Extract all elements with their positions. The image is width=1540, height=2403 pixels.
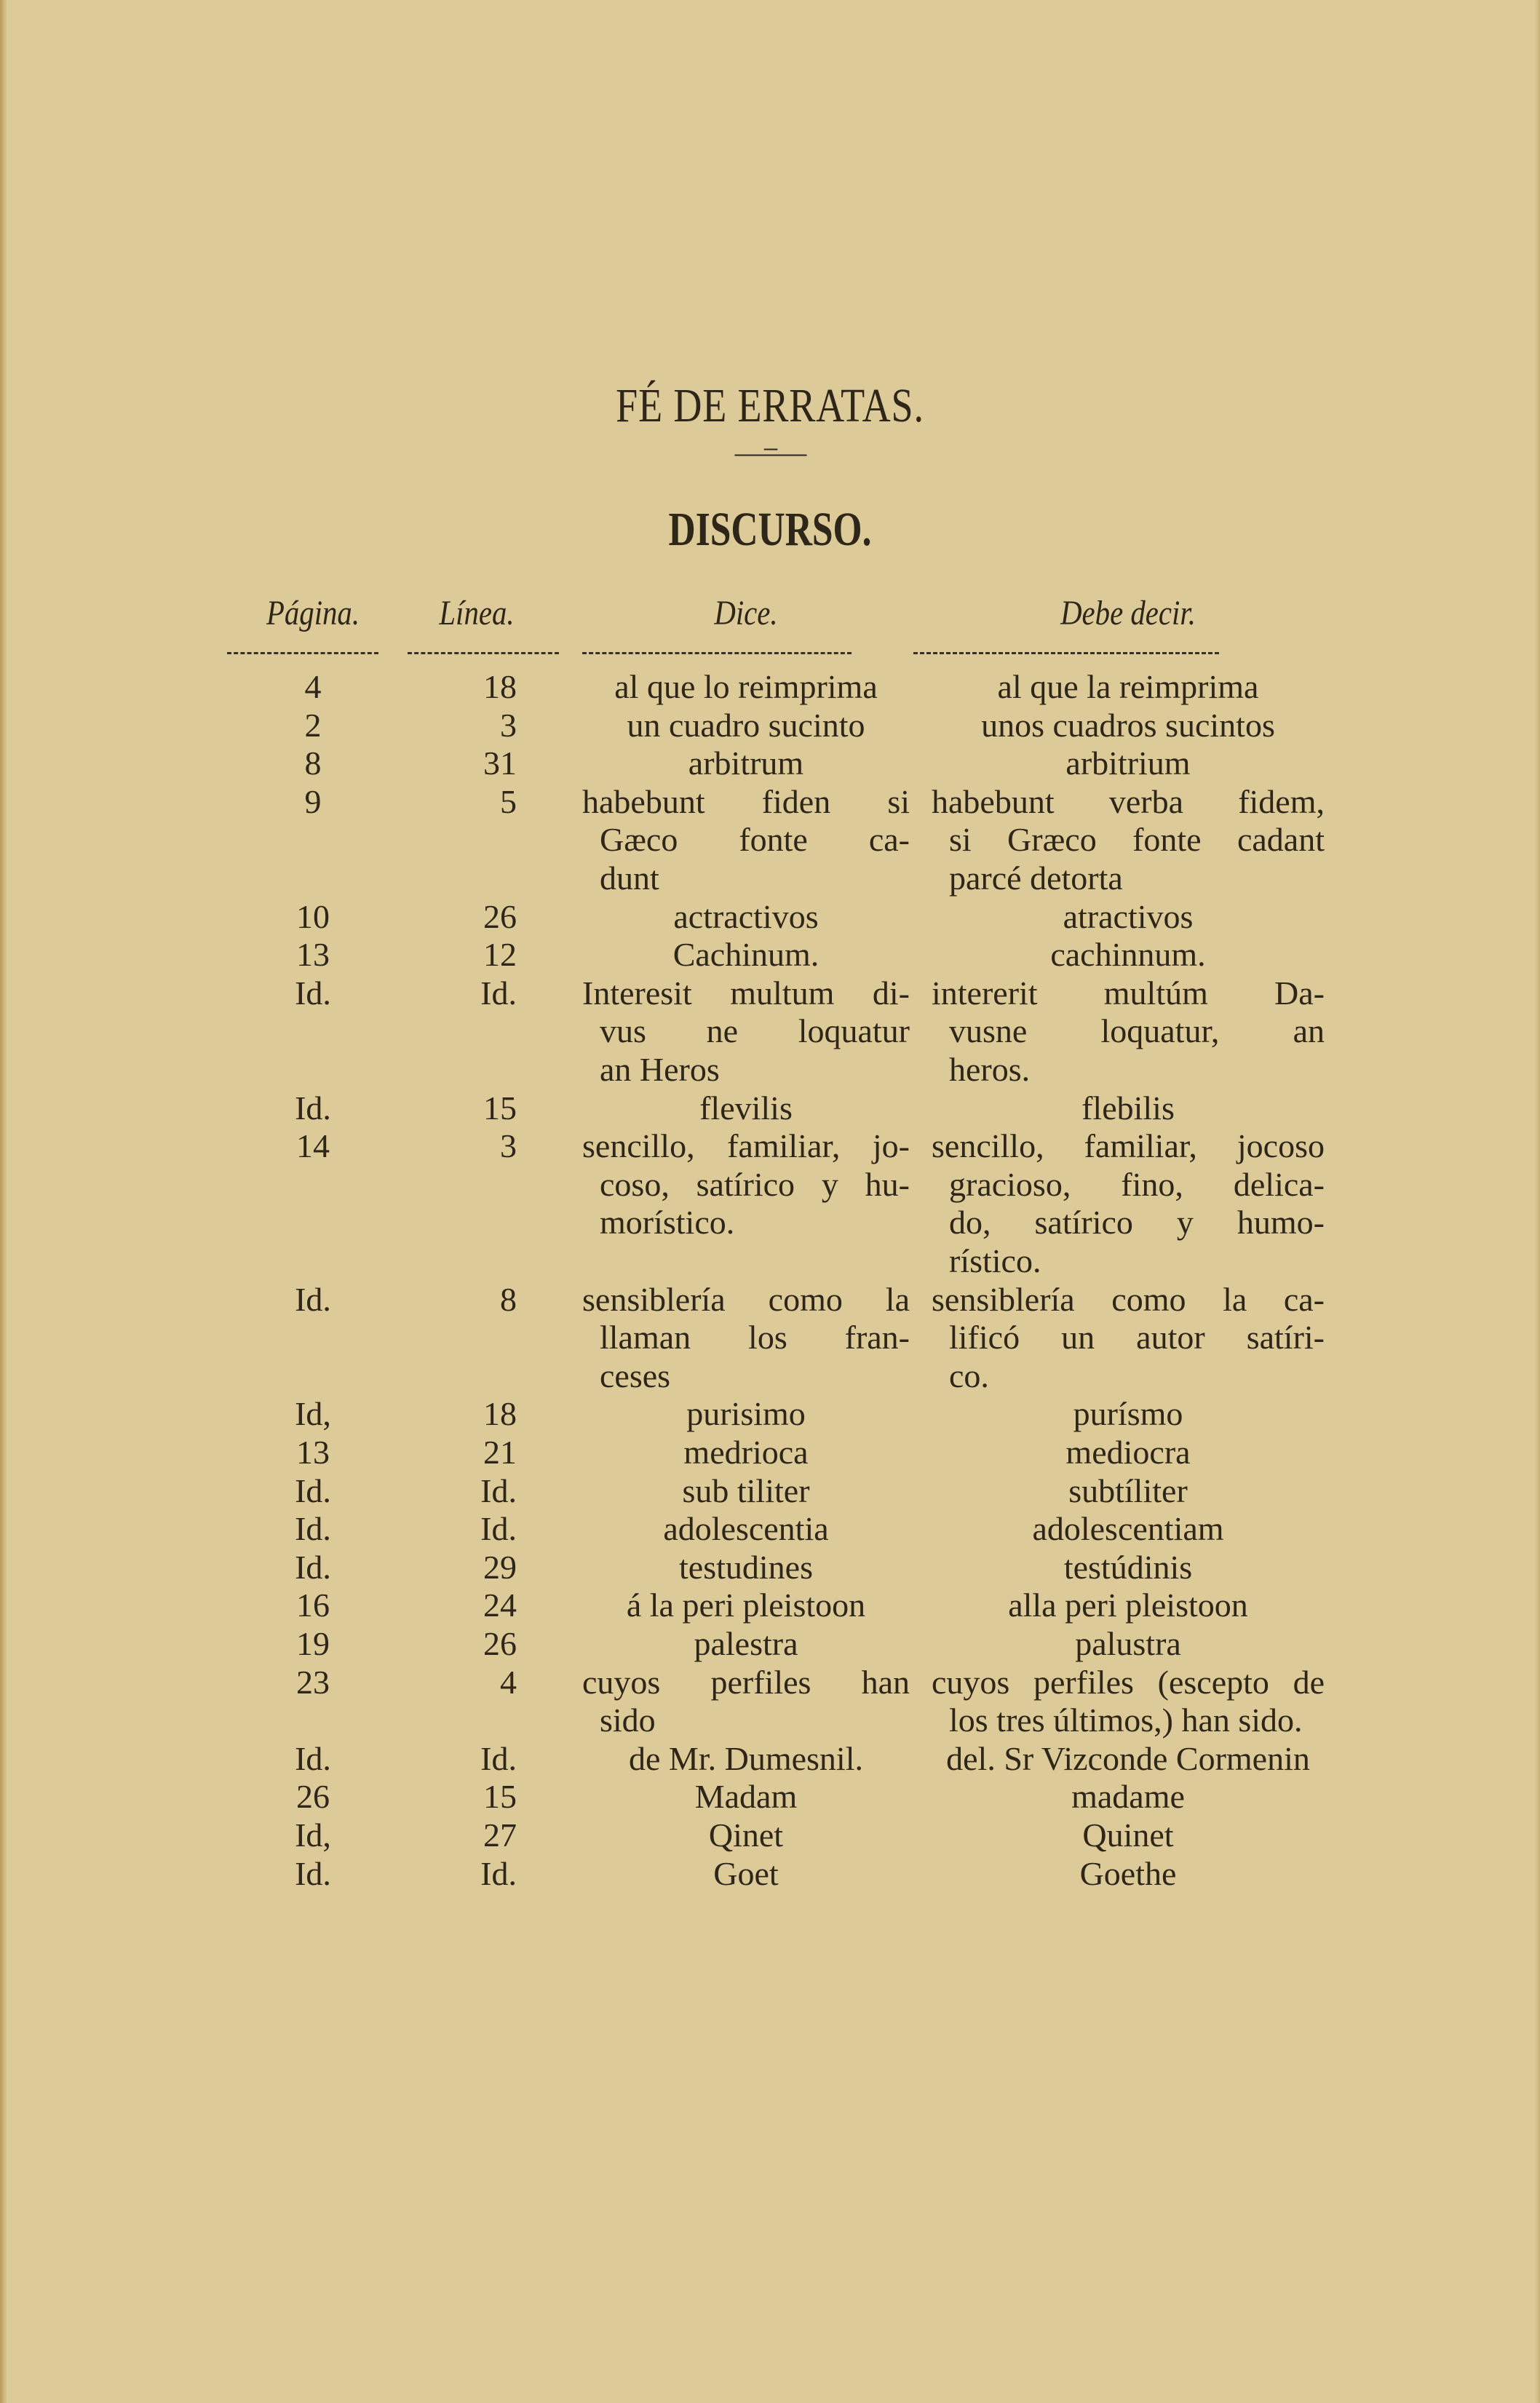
corrected-text-line: heros. bbox=[949, 1050, 1031, 1088]
corrected-text bbox=[932, 1510, 1325, 1549]
line-number: 31 bbox=[483, 744, 517, 782]
page-number: Id. bbox=[295, 1739, 331, 1777]
erroneous-text-line: Qinet bbox=[708, 1816, 784, 1854]
header-dice: Dice. bbox=[714, 594, 778, 632]
corrected-text bbox=[932, 974, 1325, 1089]
erroneous-text bbox=[582, 707, 910, 745]
page-number: Id. bbox=[295, 974, 331, 1012]
line-number: 26 bbox=[483, 897, 517, 935]
corrected-text-line: madame bbox=[1071, 1778, 1185, 1816]
erroneous-text-line: testudines bbox=[679, 1548, 813, 1586]
erroneous-text-line: medrioca bbox=[683, 1434, 809, 1471]
corrected-text-line: cuyos perfiles (escepto de bbox=[932, 1663, 1325, 1701]
corrected-text-line: co. bbox=[949, 1357, 989, 1394]
erroneous-text-line: Gæco fonte ca- bbox=[600, 821, 910, 859]
errata-row bbox=[0, 1127, 1540, 1280]
erroneous-text-line: coso, satírico y hu- bbox=[600, 1165, 910, 1203]
line-number: Id. bbox=[480, 1854, 517, 1892]
erroneous-text-line: morístico. bbox=[600, 1204, 735, 1242]
erroneous-text bbox=[582, 1089, 910, 1128]
title-ornament: —=— bbox=[734, 436, 806, 469]
page-number: 13 bbox=[296, 936, 330, 974]
page-number: 19 bbox=[296, 1625, 330, 1662]
header-rule bbox=[913, 652, 1219, 654]
erroneous-text bbox=[582, 1472, 910, 1511]
erroneous-text bbox=[582, 1281, 910, 1396]
erroneous-text bbox=[582, 1586, 910, 1625]
corrected-text bbox=[932, 744, 1325, 783]
page-number: 8 bbox=[304, 744, 322, 782]
corrected-text-line: mediocra bbox=[1065, 1434, 1191, 1471]
page-number: Id, bbox=[295, 1395, 331, 1433]
erroneous-text-line: Interesit multum di- bbox=[582, 974, 910, 1012]
erroneous-text-line: cuyos perfiles han bbox=[582, 1663, 910, 1701]
corrected-text-line: Goethe bbox=[1079, 1854, 1177, 1892]
section-title: DISCURSO. bbox=[668, 503, 872, 556]
corrected-text bbox=[932, 1395, 1325, 1434]
line-number: 15 bbox=[483, 1089, 517, 1127]
errata-row bbox=[0, 707, 1540, 745]
erroneous-text-line: purisimo bbox=[686, 1395, 806, 1433]
corrected-text-line: subtíliter bbox=[1068, 1471, 1188, 1509]
corrected-text-line: si Græco fonte cadant bbox=[949, 821, 1325, 859]
erroneous-text-line: flevilis bbox=[699, 1089, 793, 1127]
corrected-text bbox=[932, 898, 1325, 937]
erroneous-text bbox=[582, 668, 910, 707]
erroneous-text-line: actractivos bbox=[673, 897, 819, 935]
page-number: 23 bbox=[296, 1663, 330, 1701]
line-number: 4 bbox=[500, 1663, 517, 1701]
erroneous-text bbox=[582, 1127, 910, 1242]
errata-row bbox=[0, 783, 1540, 898]
errata-row bbox=[0, 1740, 1540, 1779]
corrected-text bbox=[932, 1778, 1325, 1816]
erroneous-text bbox=[582, 1510, 910, 1549]
corrected-text-line: purísmo bbox=[1073, 1395, 1183, 1433]
corrected-text bbox=[932, 783, 1325, 898]
corrected-text-line: alla peri pleistoon bbox=[1008, 1586, 1248, 1624]
corrected-text-line: vusne loquatur, an bbox=[949, 1012, 1325, 1050]
page-number: 14 bbox=[296, 1127, 330, 1165]
page-number: 16 bbox=[296, 1586, 330, 1624]
page-number: 10 bbox=[296, 897, 330, 935]
page-number: 2 bbox=[304, 706, 322, 744]
errata-row bbox=[0, 744, 1540, 783]
line-number: Id. bbox=[480, 1739, 517, 1777]
erroneous-text-line: llaman los fran- bbox=[600, 1319, 910, 1357]
erroneous-text-line: Goet bbox=[713, 1854, 779, 1892]
errata-row bbox=[0, 1472, 1540, 1511]
errata-row bbox=[0, 1625, 1540, 1664]
line-number: Id. bbox=[480, 1510, 517, 1548]
page-number: Id. bbox=[295, 1471, 331, 1509]
line-number: 24 bbox=[483, 1586, 517, 1624]
page-number: 26 bbox=[296, 1778, 330, 1816]
corrected-text bbox=[932, 1281, 1325, 1396]
errata-row bbox=[0, 974, 1540, 1089]
line-number: Id. bbox=[480, 1471, 517, 1509]
corrected-text-line: rístico. bbox=[949, 1242, 1041, 1279]
corrected-text-line: gracioso, fino, delica- bbox=[949, 1165, 1325, 1203]
page-number: Id, bbox=[295, 1816, 331, 1854]
errata-row bbox=[0, 1664, 1540, 1740]
errata-row bbox=[0, 1778, 1540, 1816]
corrected-text-line: al que la reimprima bbox=[997, 668, 1259, 705]
erroneous-text bbox=[582, 1395, 910, 1434]
erroneous-text bbox=[582, 744, 910, 783]
line-number: 18 bbox=[483, 668, 517, 705]
page-number: Id. bbox=[295, 1089, 331, 1127]
line-number: 12 bbox=[483, 936, 517, 974]
corrected-text bbox=[932, 1664, 1325, 1740]
corrected-text-line: cachinnum. bbox=[1050, 936, 1206, 974]
erroneous-text-line: al que lo reimprima bbox=[614, 668, 878, 705]
line-number: 26 bbox=[483, 1625, 517, 1662]
line-number: 29 bbox=[483, 1548, 517, 1586]
page-number: Id. bbox=[295, 1510, 331, 1548]
corrected-text-line: unos cuadros sucintos bbox=[981, 706, 1275, 744]
erroneous-text-line: sencillo, familiar, jo- bbox=[582, 1127, 910, 1165]
corrected-text-line: los tres últimos,) han sido. bbox=[949, 1701, 1303, 1739]
errata-row bbox=[0, 1281, 1540, 1396]
erroneous-text-line: palestra bbox=[694, 1625, 798, 1662]
corrected-text-line: Quinet bbox=[1082, 1816, 1174, 1854]
corrected-text bbox=[932, 1816, 1325, 1855]
erroneous-text-line: adolescentia bbox=[663, 1510, 829, 1548]
page-number: 13 bbox=[296, 1434, 330, 1471]
erroneous-text-line: Madam bbox=[694, 1778, 798, 1816]
header-pagina: Página. bbox=[266, 594, 360, 632]
erroneous-text bbox=[582, 1816, 910, 1855]
errata-row bbox=[0, 668, 1540, 707]
corrected-text-line: arbitrium bbox=[1065, 744, 1191, 782]
erroneous-text bbox=[582, 1664, 910, 1740]
line-number: 3 bbox=[500, 706, 517, 744]
line-number: 21 bbox=[483, 1434, 517, 1471]
erroneous-text bbox=[582, 1549, 910, 1587]
erroneous-text-line: sensiblería como la bbox=[582, 1280, 910, 1318]
corrected-text-line: atractivos bbox=[1063, 897, 1194, 935]
line-number: 27 bbox=[483, 1816, 517, 1854]
erroneous-text bbox=[582, 783, 910, 898]
erroneous-text-line: sido bbox=[600, 1701, 656, 1739]
line-number: 8 bbox=[500, 1280, 517, 1318]
errata-row bbox=[0, 1395, 1540, 1434]
page-title: FÉ DE ERRATAS. bbox=[616, 379, 924, 432]
header-debe-decir: Debe decir. bbox=[1060, 594, 1196, 632]
erroneous-text bbox=[582, 1434, 910, 1472]
erroneous-text-line: an Heros bbox=[600, 1050, 720, 1088]
errata-row bbox=[0, 1510, 1540, 1549]
errata-row bbox=[0, 1816, 1540, 1855]
corrected-text bbox=[932, 1740, 1325, 1779]
corrected-text-line: testúdinis bbox=[1063, 1548, 1193, 1586]
erroneous-text-line: Cachinum. bbox=[672, 936, 819, 974]
corrected-text bbox=[932, 1472, 1325, 1511]
erroneous-text bbox=[582, 936, 910, 974]
erroneous-text bbox=[582, 1740, 910, 1779]
page-number: 4 bbox=[304, 668, 322, 705]
corrected-text bbox=[932, 1549, 1325, 1587]
errata-row bbox=[0, 1586, 1540, 1625]
corrected-text-line: sencillo, familiar, jocoso bbox=[932, 1127, 1325, 1165]
line-number: 18 bbox=[483, 1395, 517, 1433]
errata-row bbox=[0, 1549, 1540, 1587]
erroneous-text-line: un cuadro sucinto bbox=[627, 706, 865, 744]
corrected-text bbox=[932, 1089, 1325, 1128]
page-number: 9 bbox=[304, 782, 322, 820]
erroneous-text-line: sub tiliter bbox=[682, 1471, 810, 1509]
corrected-text-line: intererit multúm Da- bbox=[932, 974, 1325, 1012]
line-number: 15 bbox=[483, 1778, 517, 1816]
corrected-text bbox=[932, 1625, 1325, 1664]
corrected-text-line: sensiblería como la ca- bbox=[932, 1280, 1325, 1318]
erroneous-text bbox=[582, 1625, 910, 1664]
header-rule bbox=[408, 652, 559, 654]
corrected-text bbox=[932, 707, 1325, 745]
errata-row bbox=[0, 936, 1540, 974]
page-number: Id. bbox=[295, 1280, 331, 1318]
corrected-text-line: habebunt verba fidem, bbox=[932, 782, 1325, 820]
corrected-text-line: palustra bbox=[1075, 1625, 1181, 1662]
errata-row bbox=[0, 1855, 1540, 1894]
page-number: Id. bbox=[295, 1548, 331, 1586]
header-linea: Línea. bbox=[439, 594, 515, 632]
corrected-text bbox=[932, 936, 1325, 974]
line-number: 5 bbox=[500, 782, 517, 820]
corrected-text-line: do, satírico y humo- bbox=[949, 1204, 1325, 1242]
corrected-text-line: parcé detorta bbox=[949, 859, 1123, 897]
erroneous-text bbox=[582, 974, 910, 1089]
corrected-text bbox=[932, 1434, 1325, 1472]
errata-row bbox=[0, 1089, 1540, 1128]
line-number: 3 bbox=[500, 1127, 517, 1165]
header-rule bbox=[582, 652, 852, 654]
erroneous-text-line: á la peri pleistoon bbox=[626, 1586, 866, 1624]
corrected-text-line: adolescentiam bbox=[1032, 1510, 1224, 1548]
corrected-text-line: lificó un autor satíri- bbox=[949, 1319, 1325, 1357]
corrected-text-line: del. Sr Vizconde Cormenin bbox=[946, 1739, 1310, 1777]
errata-row bbox=[0, 898, 1540, 937]
erroneous-text-line: arbitrum bbox=[688, 744, 804, 782]
erroneous-text-line: vus ne loquatur bbox=[600, 1012, 910, 1050]
erroneous-text bbox=[582, 1778, 910, 1816]
corrected-text bbox=[932, 668, 1325, 707]
erroneous-text bbox=[582, 1855, 910, 1894]
corrected-text bbox=[932, 1855, 1325, 1894]
erroneous-text-line: habebunt fiden si bbox=[582, 782, 910, 820]
line-number: Id. bbox=[480, 974, 517, 1012]
header-rule bbox=[227, 652, 378, 654]
erroneous-text-line: ceses bbox=[600, 1357, 671, 1394]
erroneous-text bbox=[582, 898, 910, 937]
corrected-text-line: flebilis bbox=[1081, 1089, 1175, 1127]
corrected-text bbox=[932, 1586, 1325, 1625]
erroneous-text-line: dunt bbox=[600, 859, 659, 897]
errata-row bbox=[0, 1434, 1540, 1472]
page-number: Id. bbox=[295, 1854, 331, 1892]
corrected-text bbox=[932, 1127, 1325, 1280]
erroneous-text-line: de Mr. Dumesnil. bbox=[629, 1739, 863, 1777]
